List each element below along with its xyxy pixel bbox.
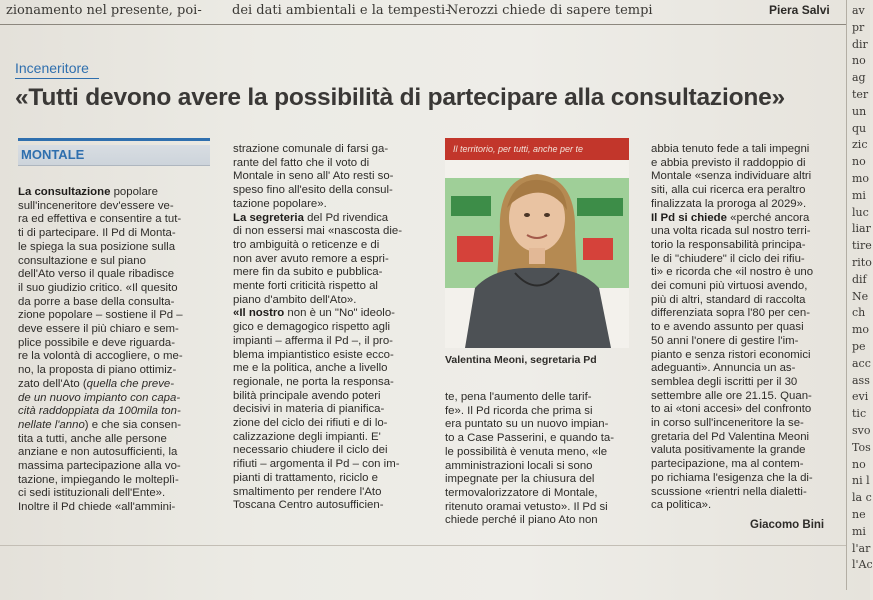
fragment-line: mo [852, 323, 870, 337]
text-segment: me e la politica, anche a livello [233, 362, 388, 375]
text-line [233, 294, 425, 308]
text-segment: pianto e senza ristori economici [651, 348, 811, 361]
text-line [233, 335, 425, 349]
text-line [651, 486, 837, 500]
text-segment: rante del fatto che il voto di [233, 156, 370, 169]
text-line [18, 501, 212, 515]
text-segment: scussione «rientri nella dialetti- [651, 485, 807, 498]
portrait-photo [445, 138, 629, 348]
text-segment: calizzazione degli impianti. E' [233, 430, 381, 443]
text-line [651, 280, 837, 294]
text-line [651, 307, 837, 321]
text-line [18, 405, 212, 419]
text-line [18, 268, 212, 282]
text-line [233, 486, 425, 500]
text-line [651, 458, 837, 472]
text-line [445, 391, 630, 405]
text-segment: era puntato su un nuovo impian- [445, 418, 609, 431]
text-segment: ti» e ricorda che «il nostro è uno [651, 266, 814, 279]
next-article-fragment [850, 0, 873, 600]
prev-signature: Piera Salvi [769, 3, 830, 17]
text-segment: zione popolare – sostiene il Pd – [18, 309, 183, 322]
text-line [233, 253, 425, 267]
fragment-line: zic [852, 138, 868, 152]
text-line [651, 472, 837, 486]
text-segment: decisivi in materia di pianifica- [233, 403, 385, 416]
text-segment: abbia tenuto fede a tali impegni [651, 143, 810, 155]
text-segment: Il Pd si chiede [651, 211, 727, 224]
text-line [18, 227, 212, 241]
text-line [651, 253, 837, 267]
text-segment: La consultazione [18, 186, 111, 198]
fragment-line: ne [852, 508, 866, 521]
text-segment: de un nuovo impianto con capa- [18, 391, 181, 404]
text-line [651, 362, 837, 376]
text-segment: speso fino all'esito della consul- [233, 184, 393, 197]
body-column-4 [651, 143, 837, 513]
text-line [233, 280, 425, 294]
text-segment: massima partecipazione alla vo- [18, 460, 181, 473]
text-segment: dell'Ato verso il quale ribadisce [18, 268, 175, 281]
text-line [233, 417, 425, 431]
top-rule [0, 24, 846, 25]
fragment-line: acc [852, 356, 871, 370]
text-line [18, 255, 212, 269]
text-segment: fe». Il Pd ricorda che prima si [445, 404, 593, 417]
text-line [233, 198, 425, 212]
fragment-line: l'Ac [852, 558, 873, 572]
section-label: Inceneritore [15, 60, 89, 76]
fragment-line: ch [852, 306, 866, 320]
text-segment: finalizzata la proroga al 2029». [651, 197, 807, 210]
text-segment: amministrazioni locali si sono [445, 459, 593, 472]
text-segment: partecipazione, ma al contem- [651, 458, 804, 471]
text-line [18, 446, 212, 460]
text-segment: regionale, ne porta la responsa- [233, 375, 394, 388]
text-line [233, 184, 425, 198]
text-line [233, 362, 425, 376]
text-segment: mere fin da subito e pubblica- [233, 266, 383, 279]
text-line [18, 323, 212, 337]
body-column-2 [233, 143, 425, 513]
text-segment: no, la proposta di piano ottimiz- [18, 364, 177, 377]
text-line [18, 337, 212, 351]
text-segment: le spiega la sua posizione sulla [18, 240, 176, 253]
text-line [651, 294, 837, 308]
text-line [651, 376, 837, 390]
text-segment: blema impiantistico esiste ecco- [233, 348, 394, 361]
text-segment: semblea degli iscritti per il 30 [651, 375, 798, 388]
text-segment: bilità principale avendo poteri [233, 389, 381, 402]
text-segment: 50 anni l'onere di gestire l'im- [651, 334, 799, 347]
text-segment: una volta ricada sul nostro terri- [651, 225, 811, 238]
text-segment: gico e demagogico rispetto agli [233, 321, 391, 334]
text-line [233, 458, 425, 472]
text-line [18, 186, 212, 200]
text-segment: to e avendo assunto per quasi [651, 321, 804, 334]
text-segment: to a Case Passerini, e quando ta- [445, 432, 615, 445]
fragment-line: pe [852, 340, 866, 353]
text-segment: re la volontà di accoglierе, o me- [18, 350, 183, 363]
text-line [233, 239, 425, 253]
text-segment: tro ambiguità o reticenze e di [233, 238, 380, 251]
text-segment: sull'inceneritore dev'essere ve- [18, 199, 174, 212]
body-column-3 [445, 391, 630, 528]
text-line [233, 431, 425, 445]
fragment-line: mi [852, 524, 866, 538]
text-line [651, 212, 837, 226]
text-segment: del Pd rivendica [303, 211, 389, 224]
text-line [233, 266, 425, 280]
fragment-line: no [852, 54, 866, 68]
text-segment: smaltimento per rendere l'Ato [233, 485, 382, 498]
text-line [18, 350, 212, 364]
fragment-line: un [852, 104, 867, 118]
text-line [18, 282, 212, 296]
text-line [651, 198, 837, 212]
text-line [651, 417, 837, 431]
fragment-line: qu [852, 121, 867, 135]
text-line [18, 241, 212, 255]
text-segment: Montale in seno all' Ato resti so- [233, 170, 394, 183]
text-line [445, 460, 630, 474]
text-line [445, 432, 630, 446]
prev-fragment-1: zionamento nel presente, poi- [6, 3, 202, 18]
text-line [651, 403, 837, 417]
text-segment: le possibilità è venuta meno, «le [445, 445, 608, 458]
fragment-line: no [852, 155, 866, 169]
fragment-line: dir [852, 37, 868, 51]
text-line [233, 157, 425, 171]
fragment-line: mi [852, 188, 866, 202]
location-label: MONTALE [21, 147, 85, 162]
text-segment: da porre a base della consulta- [18, 295, 175, 308]
text-segment: strazione comunale di farsi ga- [233, 143, 389, 155]
fragment-line: l'ar [852, 541, 871, 555]
text-segment: ci sedi istituzionali dell'Ente». [18, 487, 166, 500]
fragment-line: dif [852, 272, 867, 286]
text-line [18, 392, 212, 406]
text-line [651, 390, 837, 404]
prev-fragment-3: Nerozzi chiede di sapere tempi [447, 3, 653, 18]
text-line [651, 239, 837, 253]
fragment-line: no [852, 457, 866, 471]
text-line [18, 433, 212, 447]
text-segment: impianti – afferma il Pd –, il pro- [233, 334, 393, 347]
text-segment: rifiuti – argomenta il Pd – con im- [233, 458, 400, 471]
text-segment: nellate l'anno [18, 418, 85, 431]
text-segment: gretaria del Pd Valentina Meoni [651, 430, 810, 443]
text-segment: tazione, impiegando le molteplì- [18, 473, 179, 486]
text-segment: ) e che sia consen- [84, 418, 182, 431]
text-line [18, 200, 212, 214]
text-segment: in corso sull'inceneritore la se- [651, 417, 804, 430]
text-line [18, 213, 212, 227]
text-line [233, 212, 425, 226]
text-line [445, 473, 630, 487]
fragment-line: rito [852, 256, 872, 269]
bottom-rule [0, 545, 846, 546]
text-segment: deve essere il più chiaro e sem- [18, 323, 179, 336]
text-segment: e abbia previsto il raddoppio di [651, 156, 806, 169]
text-segment: zato dell'Ato ( [18, 377, 87, 390]
text-line [18, 309, 212, 323]
text-segment: tita a tutti, anche alle persone [18, 432, 167, 445]
text-segment: differenziata sopra l'80 per cen- [651, 307, 810, 320]
text-segment: ra ed effettiva e consentire a tut- [18, 213, 182, 226]
text-segment: anziane e non autosufficienti, la [18, 446, 178, 459]
text-line [233, 307, 425, 321]
portrait-illustration [445, 138, 629, 348]
text-line [233, 376, 425, 390]
text-line [651, 157, 837, 171]
text-segment: termovalorizzatore di Montale, [445, 486, 598, 499]
text-segment: dei comuni più virtuosi avendo, [651, 280, 808, 293]
fragment-line: liar [852, 222, 871, 236]
fragment-line: tic [852, 407, 867, 421]
text-segment: siti, alla cui ricerca era peraltro [651, 184, 806, 197]
text-segment: «perché ancora [726, 211, 810, 224]
text-segment: necessario chiudere il ciclo dei [233, 444, 388, 457]
text-line [18, 364, 212, 378]
text-line [651, 170, 837, 184]
fragment-line: pr [852, 20, 865, 34]
text-line [651, 499, 837, 513]
text-line [445, 405, 630, 419]
text-line [445, 418, 630, 432]
section-underline [15, 78, 99, 79]
location-bar [18, 138, 210, 141]
text-segment: Inoltre il Pd chiede «all'ammini- [18, 501, 176, 514]
text-segment: di non essersi mai «nascosta die- [233, 225, 403, 238]
text-line [18, 460, 212, 474]
text-segment: te, pena l'aumento delle tarif- [445, 391, 592, 403]
text-line [651, 225, 837, 239]
text-segment: ti di partecipare. Il Pd di Monta- [18, 227, 176, 240]
text-segment: le di "chiudere" il ciclo dei rifiu- [651, 252, 805, 265]
text-segment: La segreteria [233, 211, 304, 224]
text-segment: po richiama l'esigenza che la di- [651, 471, 813, 484]
text-line [233, 321, 425, 335]
text-line [18, 296, 212, 310]
text-segment: il suo giudizio critico. «Il quesito [18, 281, 178, 294]
text-line [445, 446, 630, 460]
text-segment: piano d'ambito dell'Ato». [233, 293, 357, 306]
fragment-line: la c [852, 491, 872, 505]
text-segment: impegnate per la chiusura del [445, 473, 595, 486]
text-line [18, 378, 212, 392]
fragment-line: ass [852, 373, 870, 387]
location-box [18, 145, 210, 166]
text-segment: ritenuto oramai vetusto». Il Pd si [445, 500, 608, 513]
author-signature: Giacomo Bini [750, 519, 825, 531]
text-segment: non aver avuto remore a espri- [233, 252, 389, 265]
text-line [233, 349, 425, 363]
text-line [233, 472, 425, 486]
text-segment: consultazione e sul piano [18, 254, 146, 267]
text-line [651, 444, 837, 458]
text-line [651, 143, 837, 157]
fragment-line: luc [852, 205, 869, 219]
text-segment: popolare [110, 186, 158, 198]
text-line [445, 501, 630, 515]
text-line [18, 474, 212, 488]
text-line [651, 349, 837, 363]
body-column-1 [18, 186, 212, 515]
text-segment: Toscana Centro autosufficien- [233, 499, 384, 512]
text-segment: più di altri, standard di raccolta [651, 293, 806, 306]
fragment-line: evi [852, 390, 869, 404]
previous-article-strip [0, 0, 850, 26]
column-divider [846, 0, 847, 590]
text-segment: quella che preve- [86, 377, 175, 390]
text-segment: torio la responsabilità principa- [651, 238, 806, 251]
fragment-line: ni l [852, 474, 870, 488]
text-line [233, 444, 425, 458]
text-segment: «Il nostro [233, 307, 285, 320]
text-line [233, 143, 425, 157]
fragment-line: mo [852, 172, 870, 185]
text-segment: Montale «senza individuare altri [651, 170, 812, 183]
fragment-line: ter [852, 88, 869, 101]
text-line [18, 419, 212, 433]
text-line [651, 184, 837, 198]
text-segment: tazione popolare». [233, 197, 327, 210]
fragment-line: tire [852, 239, 872, 253]
text-line [233, 403, 425, 417]
text-line [233, 390, 425, 404]
text-line [651, 335, 837, 349]
text-segment: plice possibile e deve riguarda- [18, 336, 176, 349]
text-line [18, 487, 212, 501]
text-line [445, 514, 630, 528]
text-line [445, 487, 630, 501]
text-segment: ca politica». [651, 499, 712, 512]
fragment-line: ag [852, 71, 866, 85]
fragment-line: svo [852, 424, 871, 437]
text-segment: mente forti criticità rispetto al [233, 280, 378, 293]
text-segment: adeguanti». Annuncia un as- [651, 362, 796, 375]
text-line [651, 431, 837, 445]
text-segment: cità raddoppiata da 100mila ton- [18, 405, 181, 418]
text-segment: zione del ciclo dei rifiuti e di lo- [233, 417, 388, 430]
fragment-line: av [852, 4, 865, 17]
text-segment: valuta positivamente la grande [651, 444, 806, 457]
text-segment: settembre alle ore 21.15. Quan- [651, 389, 812, 402]
text-line [651, 321, 837, 335]
text-segment: non è un "No" ideolo- [284, 307, 395, 320]
text-segment: pianti di trattamento, riciclo e [233, 471, 378, 484]
fragment-line: Tos [852, 440, 871, 454]
text-line [233, 499, 425, 513]
text-line [233, 225, 425, 239]
text-line [233, 170, 425, 184]
text-segment: to ai «toni accesi» del confronto [651, 403, 812, 416]
text-segment: chiede perché il piano Ato non [445, 514, 598, 527]
fragment-line: Ne [852, 289, 869, 303]
headline: «Tutti devono avere la possibilità di partecipare alla consultazione» [15, 84, 785, 111]
text-line [651, 266, 837, 280]
photo-caption: Valentina Meoni, segretaria Pd [445, 354, 597, 366]
photo-banner: Il territorio, per tutti, anche per te [445, 138, 629, 160]
prev-fragment-2: dei dati ambientali e la tempesti- [232, 3, 450, 18]
